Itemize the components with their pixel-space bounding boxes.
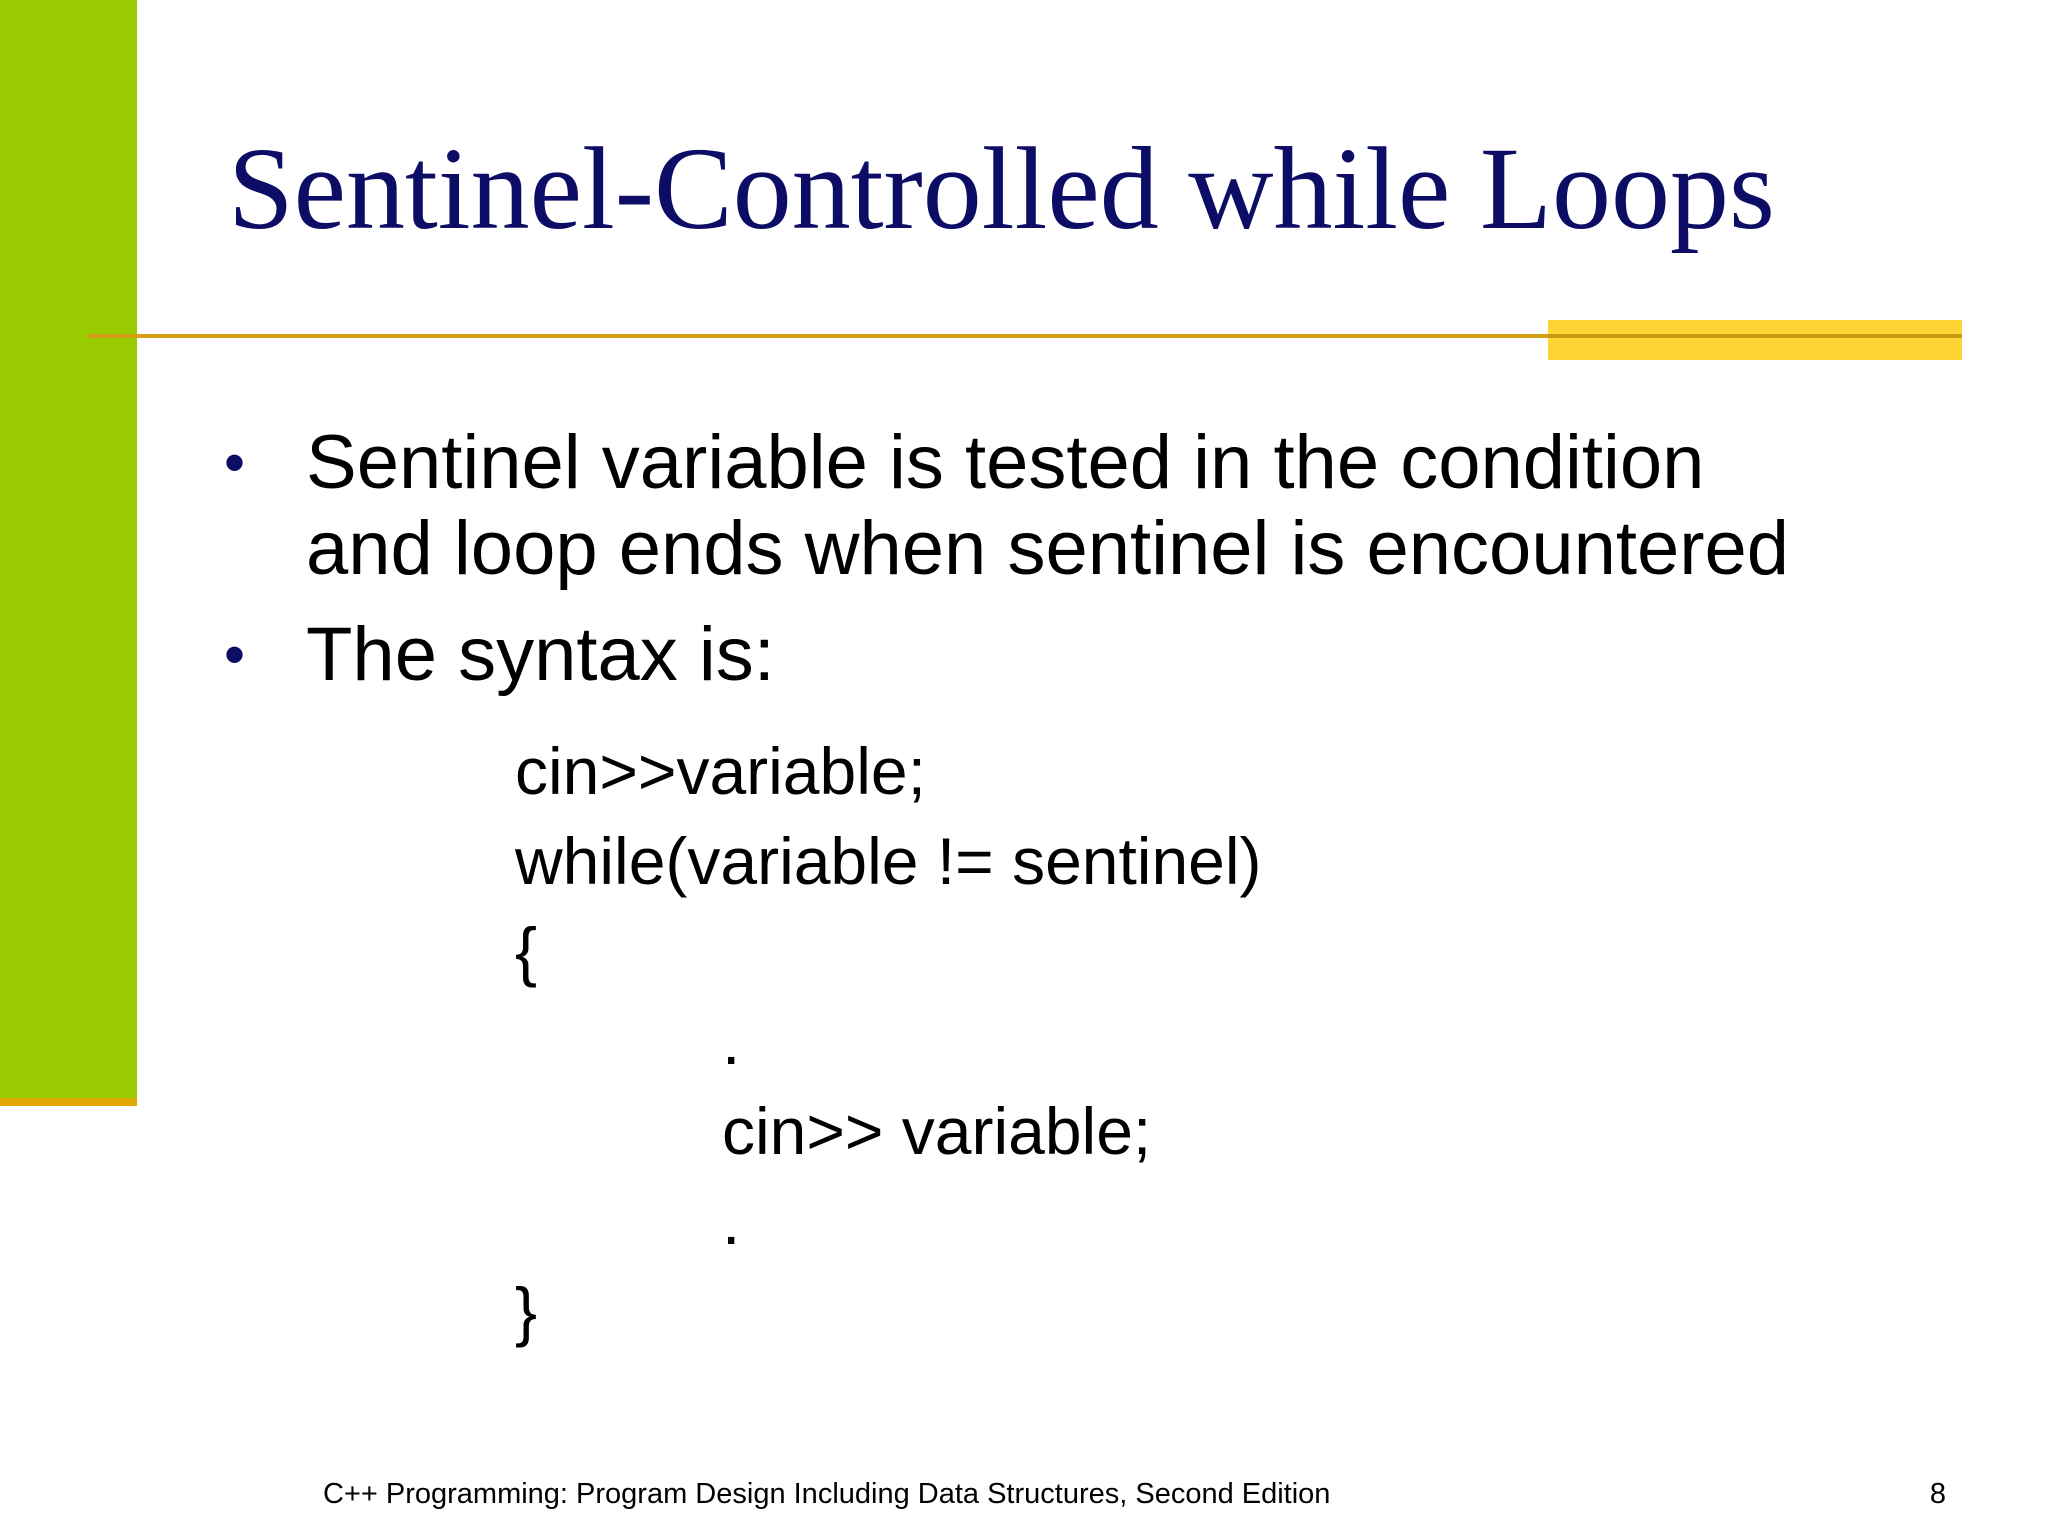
code-line: } <box>515 1274 538 1348</box>
side-accent-bar <box>0 0 137 1098</box>
bullet-item <box>220 420 1980 592</box>
code-line: . <box>722 1004 741 1078</box>
bullet-item <box>220 612 1980 698</box>
bullet-dot-icon: • <box>224 429 246 496</box>
bullet-dot-icon: • <box>224 621 246 688</box>
slide-footer: C++ Programming: Program Design Including Data Structures, Second Edition <box>323 1478 1331 1510</box>
slide-title: Sentinel-Controlled while Loops <box>228 123 1775 254</box>
code-line: cin>> variable; <box>722 1094 1152 1168</box>
bullet-text-line: Sentinel variable is tested in the condition <box>306 420 1705 505</box>
bullet-list <box>220 420 1980 718</box>
code-line: while(variable != sentinel) <box>515 824 1262 898</box>
title-underline-accent <box>1548 320 1962 360</box>
code-line: cin>>variable; <box>515 734 926 808</box>
bullet-text-line: and loop ends when sentinel is encountered <box>306 506 1790 591</box>
page-number: 8 <box>1929 1478 1946 1510</box>
title-underline-accent-line <box>1548 334 1962 338</box>
code-line: { <box>515 914 538 988</box>
bullet-text-line: The syntax is: <box>306 612 775 697</box>
side-accent-bar-edge <box>0 1098 137 1106</box>
code-line: . <box>722 1184 741 1258</box>
